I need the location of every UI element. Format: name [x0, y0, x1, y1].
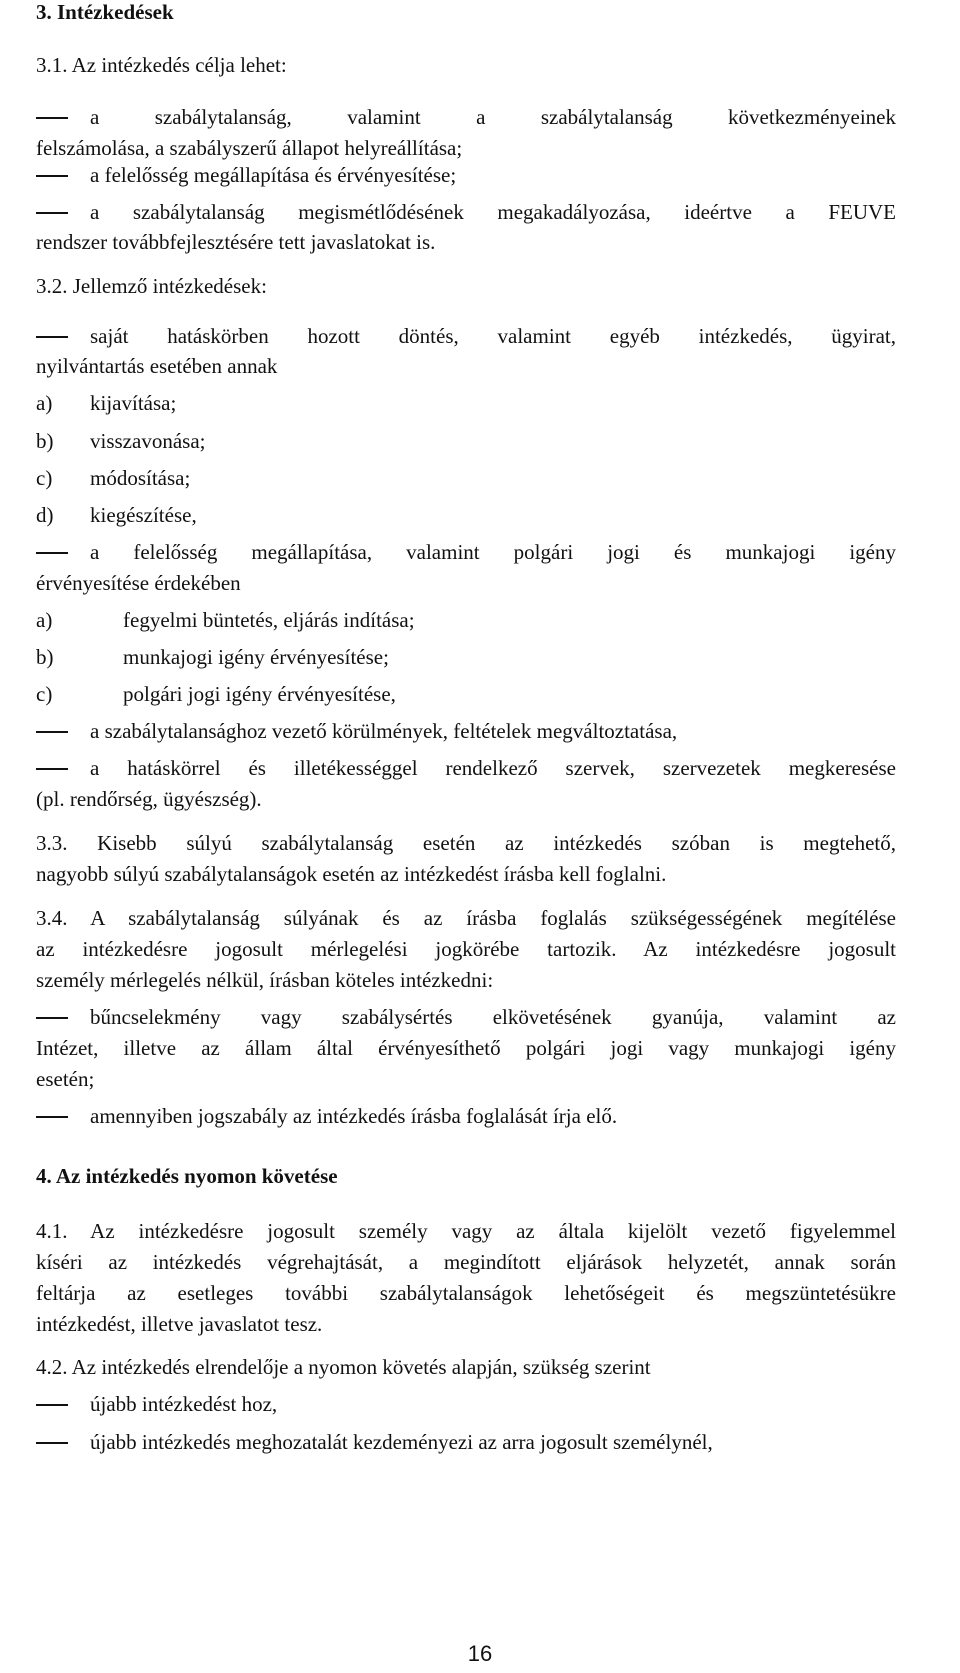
dash-bullet-icon — [36, 1017, 68, 1019]
list-item-text: módosítása; — [90, 466, 191, 490]
paragraph-3-4-line-1: 3.4. A szabálytalanság súlyának és az írásba foglalás szükségességének megítélése — [36, 906, 896, 930]
dash-bullet-icon — [36, 768, 68, 770]
paragraph-3-1-intro-text: 3.1. Az intézkedés célja lehet: — [36, 53, 287, 77]
p31-bullet-3-line-2: rendszer továbbfejlesztésére tett javaslatokat is. — [36, 230, 436, 254]
dash-bullet-icon — [36, 175, 68, 177]
paragraph-3-1-intro — [36, 52, 896, 78]
list-item-text: fegyelmi büntetés, eljárás indítása; — [123, 608, 415, 632]
paragraph-4-2-intro: 4.2. Az intézkedés elrendelője a nyomon követés alapján, szükség szerint — [36, 1355, 651, 1379]
paragraph-3-3-line-1: 3.3. Kisebb súlyú szabálytalanság esetén az intézkedés szóban is megtehető, — [36, 831, 896, 855]
list-item-label: c) — [36, 466, 53, 490]
paragraph-4-1-line-3: feltárja az esetleges további szabálytalanságok lehetőségeit és megszüntetésükre — [36, 1281, 896, 1305]
list-item-label: a) — [36, 391, 53, 415]
list-item-text: kijavítása; — [90, 391, 177, 415]
p32-bullet-1-line-2: nyilvántartás esetében annak — [36, 354, 278, 378]
p32-bullet-3: a szabálytalansághoz vezető körülmények, feltételek megváltoztatása, — [90, 719, 678, 743]
list-item-text: polgári jogi igény érvényesítése, — [123, 682, 396, 706]
p34-bullet-2: amennyiben jogszabály az intézkedés írásba foglalását írja elő. — [90, 1104, 618, 1128]
list-item-label: b) — [36, 429, 54, 453]
p32-bullet-1-line-1: saját hatáskörben hozott döntés, valamint egyéb intézkedés, ügyirat, — [90, 324, 896, 348]
p34-bullet-1-line-3: esetén; — [36, 1067, 95, 1091]
paragraph-3-3-line-2: nagyobb súlyú szabálytalanságok esetén az intézkedést írásba kell foglalni. — [36, 862, 667, 886]
page-number: 16 — [467, 1641, 493, 1666]
dash-bullet-icon — [36, 1404, 68, 1406]
p31-bullet-3-line-1: a szabálytalanság megismétlődésének megakadályozása, ideértve a FEUVE — [90, 200, 896, 224]
p31-bullet-2: a felelősség megállapítása és érvényesítése; — [90, 163, 457, 187]
p32-bullet-2-line-1: a felelősség megállapítása, valamint polgári jogi és munkajogi igény — [90, 540, 896, 564]
paragraph-4-1-line-1: 4.1. Az intézkedésre jogosult személy vagy az általa kijelölt vezető figyelemmel — [36, 1219, 896, 1243]
dash-bullet-icon — [36, 552, 68, 554]
list-item-label: a) — [36, 608, 53, 632]
section-4-heading: 4. Az intézkedés nyomon követése — [36, 1164, 338, 1188]
paragraph-3-2-intro: 3.2. Jellemző intézkedések: — [36, 274, 267, 298]
list-item-text: munkajogi igény érvényesítése; — [123, 645, 389, 669]
list-item-label: d) — [36, 503, 54, 527]
list-item-text: visszavonása; — [90, 429, 206, 453]
p34-bullet-1-line-1: bűncselekmény vagy szabálysértés elkövetésének gyanúja, valamint az — [90, 1005, 896, 1029]
list-item-label: c) — [36, 682, 53, 706]
paragraph-3-4-line-2: az intézkedésre jogosult mérlegelési jogkörébe tartozik. Az intézkedésre jogosult — [36, 937, 896, 961]
p34-bullet-1-line-2: Intézet, illetve az állam által érvényesíthető polgári jogi vagy munkajogi igény — [36, 1036, 896, 1060]
dash-bullet-icon — [36, 1442, 68, 1444]
dash-bullet-icon — [36, 1116, 68, 1118]
dash-bullet-icon — [36, 117, 68, 119]
p42-bullet-2: újabb intézkedés meghozatalát kezdeményezi az arra jogosult személynél, — [90, 1430, 713, 1454]
dash-bullet-icon — [36, 731, 68, 733]
p31-bullet-1-line-1: a szabálytalanság, valamint a szabálytalanság következményeinek — [90, 105, 896, 129]
dash-bullet-icon — [36, 336, 68, 338]
p32-bullet-4-line-2: (pl. rendőrség, ügyészség). — [36, 787, 262, 811]
list-item-text: kiegészítése, — [90, 503, 197, 527]
list-item-label: b) — [36, 645, 54, 669]
paragraph-3-4-line-3: személy mérlegelés nélkül, írásban köteles intézkedni: — [36, 968, 494, 992]
p32-bullet-2-line-2: érvényesítése érdekében — [36, 571, 241, 595]
section-3-heading: 3. Intézkedések — [36, 0, 174, 24]
p32-bullet-4-line-1: a hatáskörrel és illetékességgel rendelkező szervek, szervezetek megkeresése — [90, 756, 896, 780]
p42-bullet-1: újabb intézkedést hoz, — [90, 1392, 278, 1416]
p31-bullet-1-line-2: felszámolása, a szabályszerű állapot helyreállítása; — [36, 136, 463, 160]
dash-bullet-icon — [36, 212, 68, 214]
paragraph-4-1-line-2: kíséri az intézkedés végrehajtását, a megindított eljárások helyzetét, annak során — [36, 1250, 896, 1274]
paragraph-4-1-line-4: intézkedést, illetve javaslatot tesz. — [36, 1312, 323, 1336]
